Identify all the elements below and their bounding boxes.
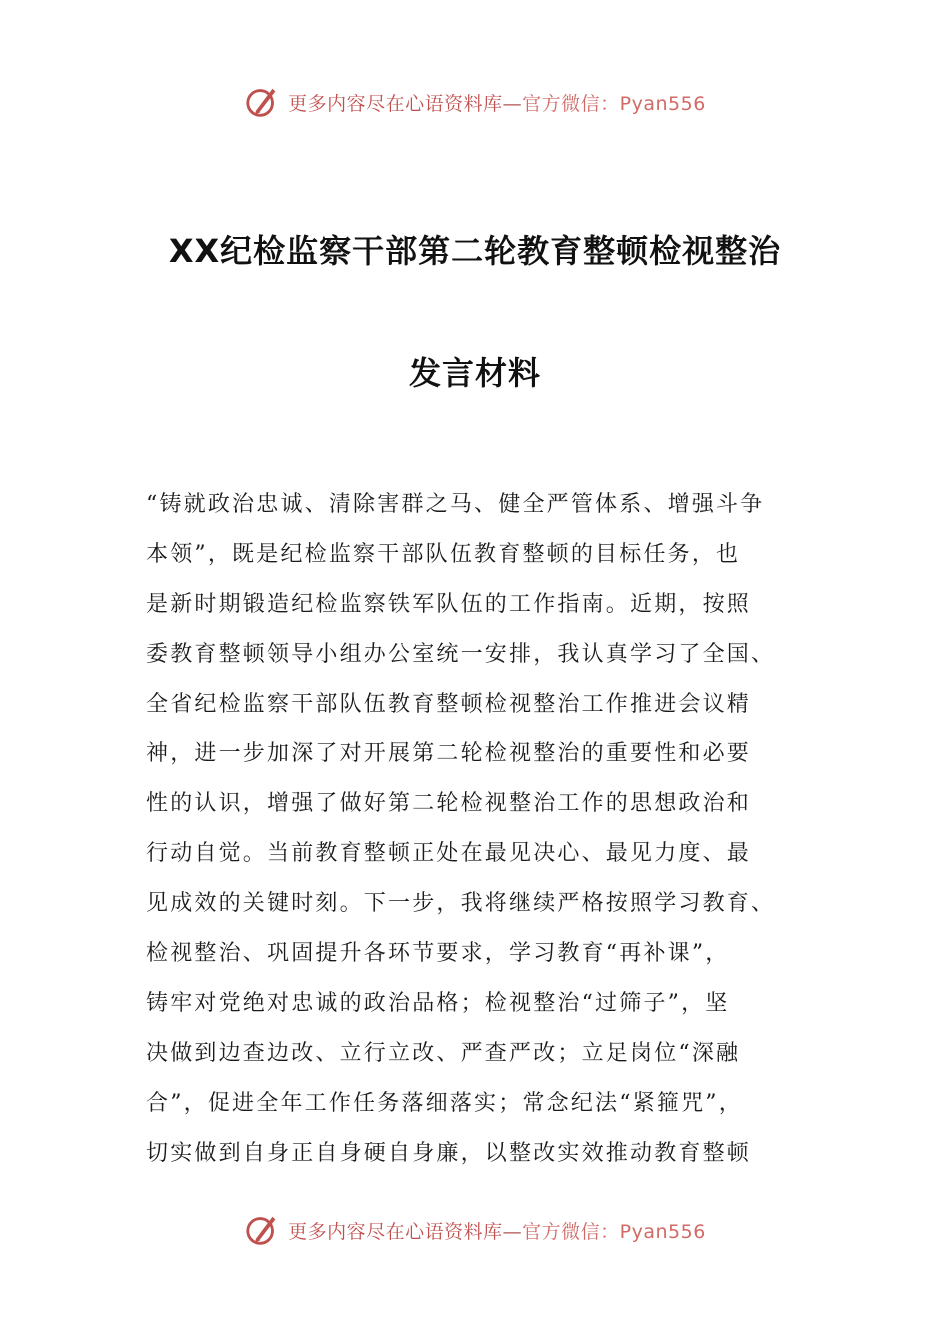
body-line: 行动自觉。当前教育整顿正处在最见决心、最见力度、最: [146, 841, 752, 867]
body-line: 神，进一步加深了对开展第二轮检视整治的重要性和必要: [146, 741, 752, 767]
body-line: 本领”，既是纪检监察干部队伍教育整顿的目标任务，也: [146, 541, 741, 567]
body-line: 检视整治、巩固提升各环节要求，学习教育“再补课”，: [146, 941, 730, 967]
document-title-line1: XX纪检监察干部第二轮教育整顿检视整治: [168, 232, 782, 270]
header-banner: [0, 82, 950, 122]
footer-banner-separator: —: [502, 1220, 523, 1243]
footer-banner-text: [288, 1217, 706, 1244]
body-line: “铸就政治忠诚、清除害群之马、健全严管体系、增强斗争: [146, 492, 765, 517]
header-banner-text: [288, 89, 706, 116]
footer-banner-main: 更多内容尽在心语资料库: [288, 1220, 503, 1243]
quill-pen-circle-icon: [244, 83, 282, 121]
footer-banner-wechat: 官方微信：Pyan556: [522, 1220, 706, 1243]
body-line: 是新时期锻造纪检监察铁军队伍的工作指南。近期，按照: [146, 591, 752, 617]
body-line: 委教育整顿领导小组办公室统一安排，我认真学习了全国、: [146, 641, 776, 667]
body-line: 铸牢对党绝对忠诚的政治品格；检视整治“过筛子”，坚: [146, 990, 730, 1016]
body-line: 性的认识，增强了做好第二轮检视整治工作的思想政治和: [146, 791, 752, 817]
body-line: 见成效的关键时刻。下一步，我将继续严格按照学习教育、: [146, 891, 776, 917]
footer-banner: [0, 1210, 950, 1250]
body-line: 全省纪检监察干部队伍教育整顿检视整治工作推进会议精: [146, 691, 752, 717]
body-line: 切实做到自身正自身硬自身廉，以整改实效推动教育整顿: [146, 1140, 752, 1166]
header-banner-main: 更多内容尽在心语资料库: [288, 92, 503, 115]
quill-pen-circle-icon: [244, 1211, 282, 1249]
body-line: 决做到边查边改、立行立改、严查严改；立足岗位“深融: [146, 1040, 741, 1066]
document-body: [146, 480, 806, 1178]
body-line: 合”，促进全年工作任务落细落实；常念纪法“紧箍咒”，: [146, 1090, 743, 1116]
header-banner-wechat: 官方微信：Pyan556: [522, 92, 706, 115]
document-title-line2: 发言材料: [408, 354, 541, 392]
header-banner-separator: —: [502, 92, 523, 115]
